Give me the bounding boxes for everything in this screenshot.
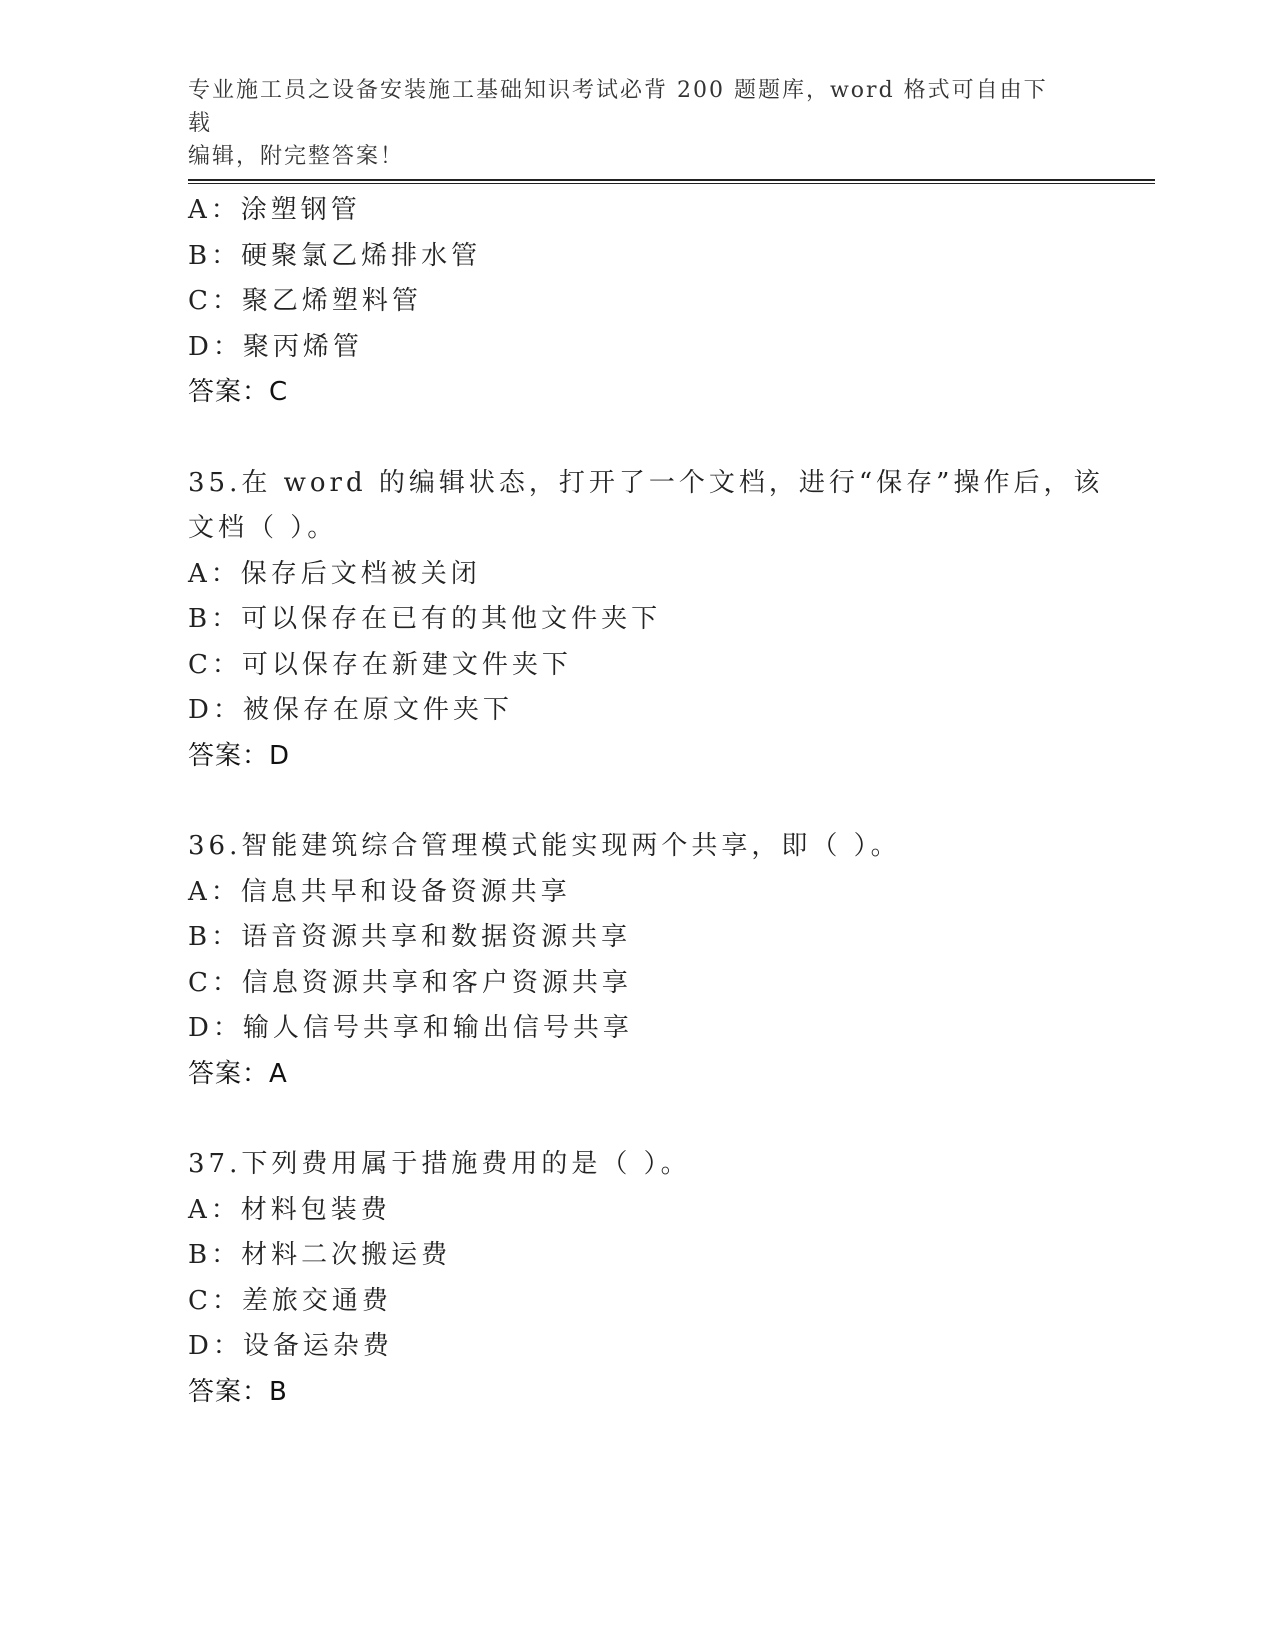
header-divider-thin: [188, 183, 1155, 184]
option-a: A：信息共早和设备资源共享: [188, 876, 571, 907]
option-b: B：可以保存在已有的其他文件夹下: [188, 604, 662, 634]
answer: 答案：D: [188, 740, 291, 771]
question-34-partial: [188, 188, 1128, 416]
option-a: A：材料包装费: [188, 1194, 391, 1225]
question-stem-continued: 文档（ ）。: [188, 513, 338, 543]
question-list: [188, 188, 1128, 1415]
option-b: B：材料二次搬运费: [188, 1240, 452, 1270]
option-a: A：保存后文档被关闭: [188, 558, 481, 589]
option-d: D：设备运杂费: [188, 1331, 393, 1361]
option-d: D：聚丙烯管: [188, 331, 363, 362]
option-a: A：涂塑钢管: [188, 195, 361, 225]
document-header: [188, 74, 1068, 173]
option-d: D：输人信号共享和输出信号共享: [188, 1013, 633, 1043]
spacer: [188, 1097, 1128, 1142]
answer: 答案：B: [188, 1376, 288, 1407]
header-line-1: 专业施工员之设备安装施工基础知识考试必背 200 题题库，word 格式可自由下载: [188, 78, 1048, 136]
question-stem: 35.在 word 的编辑状态，打开了一个文档，进行“保存”操作后，该: [188, 467, 1104, 498]
option-c: C：聚乙烯塑料管: [188, 286, 422, 316]
answer: 答案：A: [188, 1058, 288, 1089]
option-c: C：信息资源共享和客户资源共享: [188, 967, 632, 998]
spacer: [188, 416, 1128, 461]
question-stem: 36.智能建筑综合管理模式能实现两个共享，即（ ）。: [188, 831, 901, 861]
option-b: B：硬聚氯乙烯排水管: [188, 240, 482, 271]
question-35: [188, 461, 1128, 780]
header-line-2: 编辑，附完整答案！: [188, 144, 405, 169]
spacer: [188, 779, 1128, 824]
answer: 答案：C: [188, 377, 289, 407]
option-c: C：可以保存在新建文件夹下: [188, 649, 572, 680]
option-d: D：被保存在原文件夹下: [188, 695, 513, 725]
question-37: [188, 1142, 1128, 1415]
header-divider: [188, 179, 1155, 181]
option-c: C：差旅交通费: [188, 1285, 392, 1316]
option-b: B：语音资源共享和数据资源共享: [188, 922, 632, 952]
question-stem: 37.下列费用属于措施费用的是（ ）。: [188, 1149, 691, 1179]
question-36: [188, 824, 1128, 1097]
